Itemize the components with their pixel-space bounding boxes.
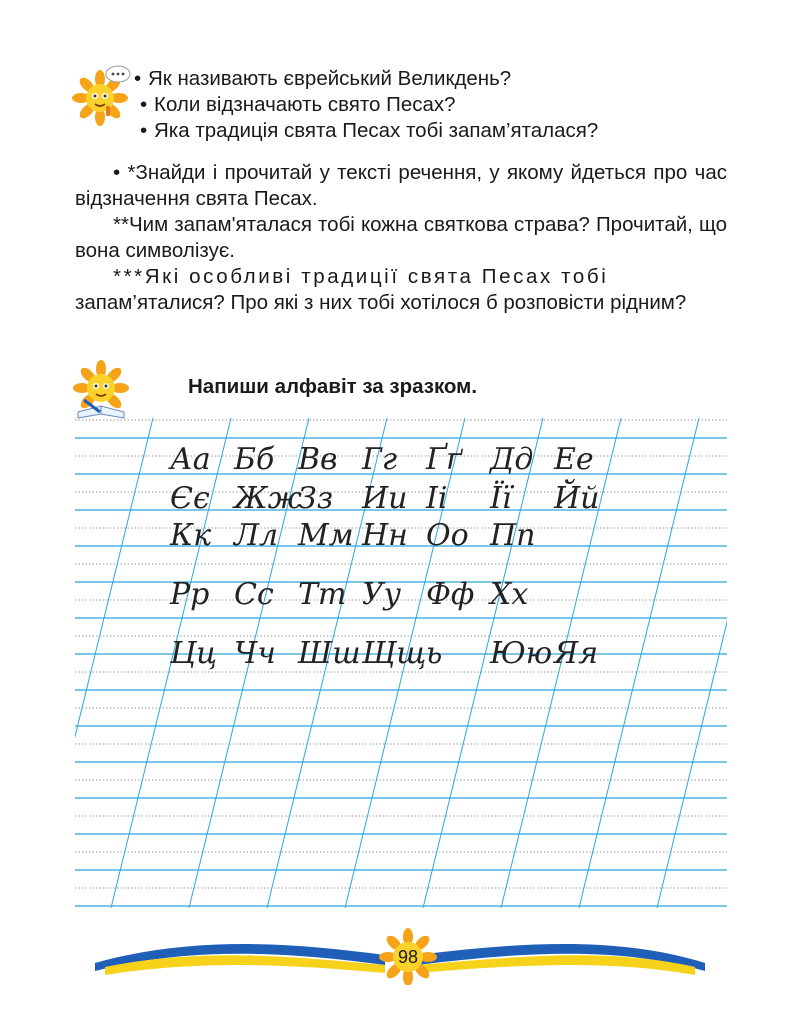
cursive-letter-pair: Зз bbox=[298, 481, 334, 516]
cursive-letter-pair: Кк bbox=[170, 518, 212, 553]
question-item: • Як називають єврейський Великдень? bbox=[134, 67, 512, 90]
task-block bbox=[75, 160, 727, 316]
cursive-letter-pair: Чч bbox=[234, 636, 276, 671]
question-list bbox=[134, 66, 754, 144]
cursive-letter-pair: Тт bbox=[298, 577, 347, 612]
cursive-letter-pair: Дд bbox=[490, 442, 534, 477]
cursive-letter-pair: Шш bbox=[298, 636, 361, 671]
cursive-letter-pair: Бб bbox=[234, 442, 275, 477]
page-number: 98 bbox=[397, 947, 419, 967]
cursive-letter-pair: Оо bbox=[426, 518, 469, 553]
cursive-letter-pair: Мм bbox=[298, 518, 354, 553]
bullet: • bbox=[140, 93, 148, 116]
cursive-letter-pair: Гг bbox=[362, 442, 398, 477]
cursive-letter-pair: Хх bbox=[490, 577, 529, 612]
cursive-letter-pair: Яя bbox=[554, 636, 599, 671]
cursive-letter-pair: Юю bbox=[490, 636, 553, 671]
cursive-letter-pair: Ґґ bbox=[426, 442, 463, 477]
cursive-letter-pair: Іі bbox=[426, 481, 448, 516]
thinking-sun-icon bbox=[70, 64, 132, 126]
cursive-letter-pair: Жж bbox=[234, 481, 302, 516]
question-item: • Коли відзначають свято Песах? bbox=[140, 93, 456, 116]
cursive-letter-pair: Йй bbox=[554, 481, 600, 516]
cursive-letter-pair: Сс bbox=[234, 577, 274, 612]
task-paragraph: ***Які особливі традиції свята Песах тобі bbox=[113, 265, 609, 288]
cursive-letter-pair: Ее bbox=[554, 442, 594, 477]
exercise-heading: Напиши алфавіт за зразком. bbox=[188, 375, 478, 398]
writing-sun-icon bbox=[70, 360, 132, 422]
cursive-letter-pair: Лл bbox=[234, 518, 279, 553]
cursive-letter-pair: Рр bbox=[170, 577, 210, 612]
cursive-letter-pair: Єє bbox=[170, 481, 210, 516]
cursive-letter-pair: Цц bbox=[170, 636, 218, 671]
ruled-paper bbox=[75, 418, 727, 908]
cursive-letter-pair: Аа bbox=[170, 442, 211, 477]
cursive-letter-pair: Вв bbox=[298, 442, 338, 477]
writing-lines-area bbox=[75, 418, 727, 908]
cursive-letter-pair: ь bbox=[426, 636, 443, 671]
cursive-letter-pair: Ии bbox=[362, 481, 408, 516]
task-paragraph: **Чим запам'яталася тобі кожна святкова страва? Прочитай, що вона символізує. bbox=[75, 213, 727, 262]
alphabet-sample bbox=[168, 442, 599, 671]
cursive-letter-pair: Фф bbox=[426, 577, 475, 612]
task-paragraph: запам’яталися? Про які з них тобі хотілося б розповісти рідним? bbox=[75, 291, 687, 314]
bullet: • bbox=[134, 67, 142, 90]
cursive-letter-pair: Пп bbox=[490, 518, 536, 553]
task-paragraph: • *Знайди і прочитай у тексті речення, у якому йдеться про час відзначення свята Песах. bbox=[75, 161, 727, 210]
cursive-letter-pair: Її bbox=[490, 481, 512, 516]
cursive-letter-pair: Уу bbox=[362, 577, 402, 612]
cursive-letter-pair: Щщ bbox=[362, 636, 427, 671]
question-item: • Яка традиція свята Песах тобі запам’яталася? bbox=[140, 119, 599, 142]
bullet: • bbox=[113, 161, 121, 184]
cursive-letter-pair: Нн bbox=[362, 518, 408, 553]
bullet: • bbox=[140, 119, 148, 142]
